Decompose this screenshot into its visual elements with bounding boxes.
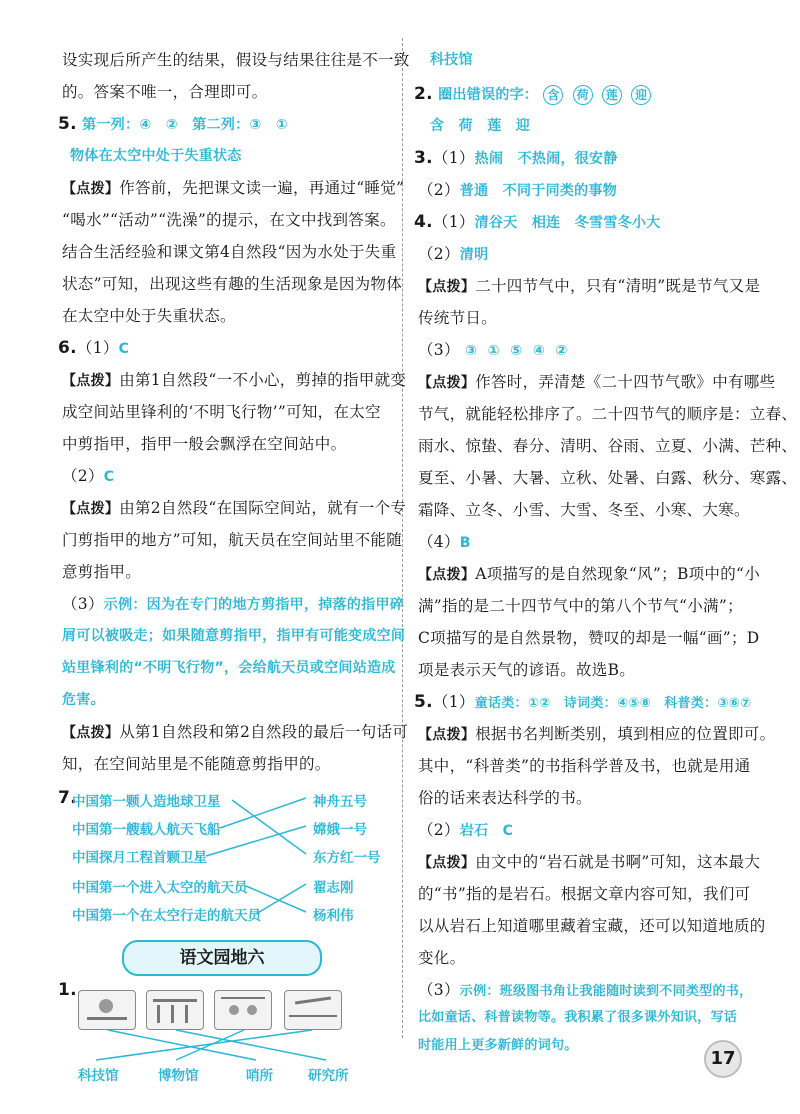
question-4 xyxy=(414,212,661,233)
section-banner: 语文园地六 xyxy=(122,940,322,976)
answer: ① xyxy=(487,343,500,359)
match-left-item: 中国第一颗人造地球卫星 xyxy=(72,794,221,810)
answer: 危害。 xyxy=(62,692,105,708)
question-3 xyxy=(414,148,618,169)
hint-tag: 【点拨】 xyxy=(62,373,120,389)
question-number: 6. xyxy=(58,338,77,358)
picture-label: 科技馆 xyxy=(78,1068,119,1084)
part-label: （2） xyxy=(62,467,104,485)
hint-text: 由第1自然段“一不小心，剪掉的指甲就变 xyxy=(119,371,407,389)
hint-text: 节气，就能轻松排序了。二十四节气的顺序是：立春、 xyxy=(418,405,798,423)
question-number: 3. xyxy=(414,148,433,168)
picture-label: 哨所 xyxy=(246,1068,273,1084)
hint-text: A项描写的是自然现象“风”；B项中的“小 xyxy=(475,565,761,583)
question-number: 7. xyxy=(58,788,77,808)
answer: 清明 xyxy=(459,247,489,263)
match-left-item: 中国第一个进入太空的航天员 xyxy=(72,880,248,896)
match-left-item: 中国第一个在太空行走的航天员 xyxy=(72,908,261,924)
hint-text: C项描写的是自然景物，赞叹的却是一幅“画”；D xyxy=(418,629,760,647)
hint-tag: 【点拨】 xyxy=(62,501,120,517)
hint-text: “喝水”“活动”“洗澡”的提示，在文中找到答案。 xyxy=(62,211,396,229)
hint-tag: 【点拨】 xyxy=(62,725,120,741)
part-label: （1） xyxy=(432,213,475,231)
hint-line xyxy=(418,724,775,745)
hint-text: 知，在空间站里是不能随意剪指甲的。 xyxy=(62,755,331,773)
hint-line xyxy=(418,372,775,393)
hint-text: 霜降、立冬、小雪、大雪、冬至、小寒、大寒。 xyxy=(418,501,750,519)
answer: 科技馆 xyxy=(430,52,473,68)
hint-text: 传统节日。 xyxy=(418,309,498,327)
part-label: （2） xyxy=(418,245,460,263)
part-label: （3） xyxy=(62,595,104,613)
question-2 xyxy=(414,84,655,105)
answer: 童话类：①② 诗词类：④⑤⑧ 科普类：③⑥⑦ xyxy=(474,696,752,711)
hint-text: 门剪指甲的地方”可知，航天员在空间站里不能随 xyxy=(62,531,403,549)
question-number: 5. xyxy=(58,114,77,134)
hint-text: 中剪指甲，指甲一般会飘浮在空间站中。 xyxy=(62,435,347,453)
hint-line xyxy=(418,564,760,585)
picture-label: 研究所 xyxy=(308,1068,349,1084)
answer: ⑤ xyxy=(510,343,523,359)
part-label: （2） xyxy=(418,821,460,839)
part-label: （1） xyxy=(432,149,475,167)
page-number: 17 xyxy=(704,1040,742,1078)
hint-text: 变化。 xyxy=(418,949,466,967)
match-right-item: 翟志刚 xyxy=(313,880,354,896)
hint-text: 作答时，弄清楚《二十四节气歌》中有哪些 xyxy=(475,373,776,391)
hint-text: 作答前，先把课文读一遍，再通过“睡觉” xyxy=(119,179,405,197)
question-number: 5. xyxy=(414,692,433,712)
answer: C xyxy=(118,341,130,357)
answer: 普通 不同于同类的事物 xyxy=(459,183,618,199)
part-line xyxy=(418,980,752,1002)
match-left-item: 中国探月工程首颗卫星 xyxy=(72,850,207,866)
question-5 xyxy=(414,692,751,714)
part-label: （1） xyxy=(432,693,475,711)
circled-char: 莲 xyxy=(602,85,622,105)
hint-text: 意剪指甲。 xyxy=(62,563,142,581)
hint-text: 状态”可知，出现这些有趣的生活现象是因为物体 xyxy=(62,275,403,293)
answer: 物体在太空中处于失重状态 xyxy=(70,148,242,164)
answer: ③ xyxy=(465,343,478,359)
answer: 清谷天 相连 冬雪雪冬小大 xyxy=(474,215,661,231)
hint-tag: 【点拨】 xyxy=(62,181,120,197)
hint-tag: 【点拨】 xyxy=(418,727,476,743)
circled-char: 荷 xyxy=(573,85,593,105)
match-right-item: 东方红一号 xyxy=(313,850,381,866)
part-line xyxy=(418,180,617,201)
question-number: 1. xyxy=(58,980,77,1000)
match-right-item: 杨利伟 xyxy=(313,908,354,924)
hint-text: 夏至、小暑、大暑、立秋、处暑、白露、秋分、寒露、 xyxy=(418,469,798,487)
hint-line xyxy=(418,276,760,297)
hint-text: 以从岩石上知道哪里藏着宝藏，还可以知道地质的 xyxy=(418,917,766,935)
hint-text: 结合生活经验和课文第4自然段“因为水处于失重 xyxy=(62,243,397,261)
part-label: （2） xyxy=(418,181,460,199)
text-line: 的。答案不唯一，合理即可。 xyxy=(62,83,268,101)
answer: ② xyxy=(555,343,568,359)
question-number: 4. xyxy=(414,212,433,232)
answer: 第一列：④ ② 第二列：③ ① xyxy=(82,117,289,133)
answer: 含 荷 莲 迎 xyxy=(430,118,531,134)
part-label: （3） xyxy=(418,341,460,359)
match-right-item: 神舟五号 xyxy=(313,794,367,810)
answer: 比如童话、科普读物等。我积累了很多课外知识，写话 xyxy=(418,1010,738,1025)
answer: 时能用上更多新鲜的词句。 xyxy=(418,1038,578,1053)
hint-text: 俗的话来表达科学的书。 xyxy=(418,789,592,807)
match-line xyxy=(176,1030,326,1060)
hint-text: 项是表示天气的谚语。故选B。 xyxy=(418,661,636,679)
hint-text: 雨水、惊蛰、春分、清明、谷雨、立夏、小满、芒种、 xyxy=(418,437,798,455)
hint-text: 二十四节气中，只有“清明”既是节气又是 xyxy=(475,277,761,295)
hint-text: 满”指的是二十四节气中的第八个节气“小满”； xyxy=(418,597,743,615)
answer: B xyxy=(459,535,471,551)
hint-text: 在太空中处于失重状态。 xyxy=(62,307,236,325)
answer: C xyxy=(103,469,115,485)
match-left-item: 中国第一艘载人航天飞船 xyxy=(72,822,221,838)
hint-tag: 【点拨】 xyxy=(418,375,476,391)
hint-text: 成空间站里锋利的‘不明飞行物’”可知，在太空 xyxy=(62,403,381,421)
answer: 热闹 不热闹，很安静 xyxy=(474,151,618,167)
hint-text: 由第2自然段“在国际空间站，就有一个专 xyxy=(119,499,407,517)
part-line xyxy=(418,340,568,361)
hint-text: 由文中的“岩石就是书啊”可知，这本最大 xyxy=(475,853,761,871)
part-label: （3） xyxy=(418,981,460,999)
answer: 站里锋利的“不明飞行物”，会给航天员或空间站造成 xyxy=(62,660,396,676)
text-line: 设实现后所产生的结果，假设与结果往往是不一致 xyxy=(62,51,410,69)
answer: 岩石 C xyxy=(459,823,514,839)
picture-label: 博物馆 xyxy=(158,1068,199,1084)
circled-char: 含 xyxy=(543,85,563,105)
hint-line xyxy=(418,852,760,873)
match-right-item: 嫦娥一号 xyxy=(313,822,367,838)
answer: 圈出错误的字： xyxy=(438,87,539,103)
hint-tag: 【点拨】 xyxy=(418,279,476,295)
part-line xyxy=(418,820,513,841)
answer: 屑可以被吸走；如果随意剪指甲，指甲有可能变成空间 xyxy=(62,628,406,644)
part-label: （1） xyxy=(76,339,119,357)
question-number: 2. xyxy=(414,84,433,104)
answer: ④ xyxy=(532,343,546,359)
part-label: （4） xyxy=(418,533,460,551)
answer: 示例：班级图书角让我能随时读到不同类型的书， xyxy=(459,984,753,999)
part-line xyxy=(418,532,471,553)
hint-text: 根据书名判断类别，填到相应的位置即可。 xyxy=(475,725,776,743)
answer: 示例：因为在专门的地方剪指甲，掉落的指甲碎 xyxy=(103,597,405,613)
hint-text: 的“书”指的是岩石。根据文章内容可知，我们可 xyxy=(418,885,751,903)
hint-tag: 【点拨】 xyxy=(418,567,476,583)
hint-text: 其中，“科普类”的书指科学普及书，也就是用通 xyxy=(418,757,751,775)
circled-char: 迎 xyxy=(631,85,651,105)
hint-text: 从第1自然段和第2自然段的最后一句话可 xyxy=(119,723,409,741)
hint-tag: 【点拨】 xyxy=(418,855,476,871)
part-line xyxy=(418,244,488,265)
